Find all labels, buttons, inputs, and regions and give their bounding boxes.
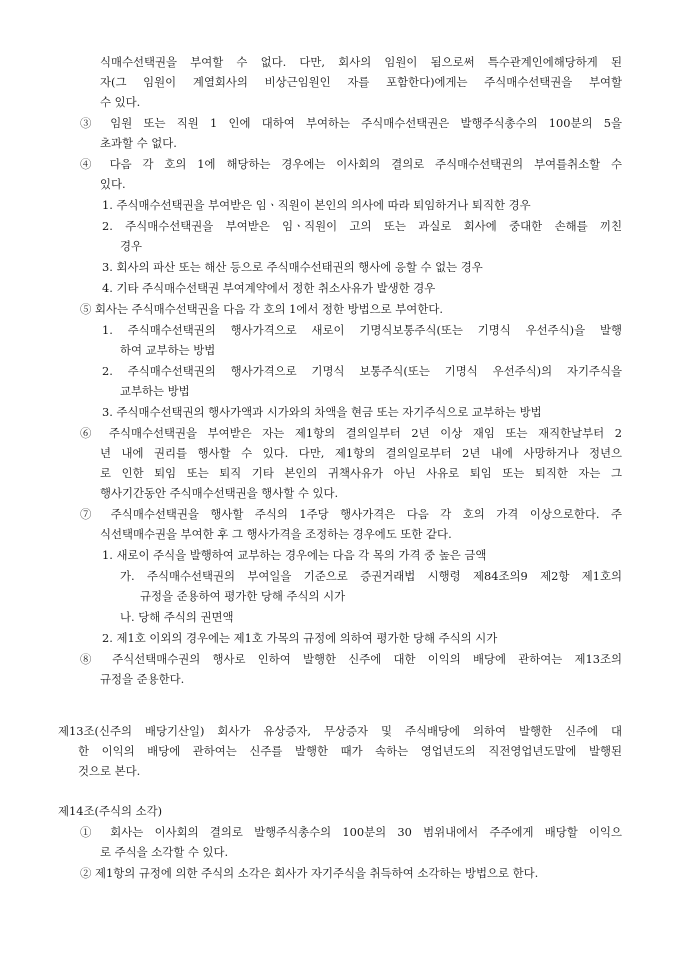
- list-item-continuation: 교부하는 방법: [120, 384, 190, 398]
- article-13-title-line: 제13조(신주의 배당기산일) 회사가 유상증자, 무상증자 및 주식배당에 의하여 발행한 신주에 대: [58, 724, 622, 738]
- article-14-clause-line: 로 주식을 소각할 수 있다.: [100, 845, 229, 859]
- clause-8-line: 규정을 준용한다.: [100, 672, 185, 686]
- list-item: 4. 기타 주식매수선택권 부여계약에서 정한 취소사유가 발생한 경우: [102, 281, 436, 295]
- sub-list-item: 나. 당해 주식의 권면액: [120, 610, 234, 624]
- article-14-title: 제14조(주식의 소각): [58, 804, 163, 818]
- clause-3-line: ③ 임원 또는 직원 1 인에 대하여 부여하는 주식매수선택권은 발행주식총수의 100분의 5을: [80, 116, 622, 130]
- clause-7-line: ⑦ 주식매수선택권을 행사할 주식의 1주당 행사가격은 다음 각 호의 가격 이상으로한다. 주: [80, 507, 622, 521]
- sub-list-item: 가. 주식매수선택권의 부여일을 기준으로 증권거래법 시행령 제84조의9 제2항 제1호의: [120, 569, 622, 583]
- clause-6-line: 로 인한 퇴임 또는 퇴직 기타 본인의 귀책사유가 아닌 사유로 퇴임 또는 퇴직한 자는 그: [100, 466, 622, 480]
- list-item-continuation: 경우: [120, 239, 143, 253]
- clause-5-line: ⑤ 회사는 주식매수선택권을 다음 각 호의 1에서 정한 방법으로 부여한다.: [80, 302, 443, 316]
- article-text-line: 자(그 임원이 계열회사의 비상근임원인 자를 포함한다)에게는 주식매수선택권을 부여할: [100, 75, 622, 89]
- article-13-line: 한 이익의 배당에 관하여는 신주를 발행한 때가 속하는 영업년도의 직전영업년도말에 발행된: [78, 744, 622, 758]
- sub-list-item-continuation: 규정을 준용하여 평가한 당해 주식의 시가: [140, 589, 346, 603]
- article-text-line: 수 있다.: [100, 95, 141, 109]
- article-14-clause-line: ① 회사는 이사회의 결의로 발행주식총수의 100분의 30 범위내에서 주주에게 배당할 이익으: [80, 825, 622, 839]
- list-item: 2. 주식매수선택권을 부여받은 임ㆍ직원이 고의 또는 과실로 회사에 중대한 손해를 끼친: [102, 219, 622, 233]
- clause-4-line: 있다.: [100, 177, 126, 191]
- list-item: 1. 주식매수선택권의 행사가격으로 새로이 기명식보통주식(또는 기명식 우선주식)을 발행: [102, 323, 622, 337]
- list-item: 3. 회사의 파산 또는 해산 등으로 주식매수선태권의 행사에 응할 수 없는 경우: [102, 260, 483, 274]
- clause-3-line: 초과할 수 없다.: [100, 136, 177, 150]
- list-item-continuation: 하여 교부하는 방법: [120, 343, 216, 357]
- list-item: 1. 주식매수선택권을 부여받은 임ㆍ직원이 본인의 의사에 따라 퇴임하거나 퇴직한 경우: [102, 198, 531, 212]
- clause-6-line: 행사기간동안 주식매수선택권을 행사할 수 있다.: [100, 486, 339, 500]
- list-item: 2. 제1호 이외의 경우에는 제1호 가목의 규정에 의하여 평가한 당해 주식의 시가: [102, 631, 498, 645]
- list-item: 2. 주식매수선택권의 행사가격으로 기명식 보통주식(또는 기명식 우선주식)의 자기주식을: [102, 364, 622, 378]
- article-14-clause-line: ② 제1항의 규정에 의한 주식의 소각은 회사가 자기주식을 취득하여 소각하는 방법으로 한다.: [80, 866, 539, 880]
- list-item: 1. 새로이 주식을 발행하여 교부하는 경우에는 다음 각 목의 가격 중 높은 금액: [102, 548, 487, 562]
- article-text-line: 식매수선택권을 부여할 수 없다. 다만, 회사의 임원이 됨으로써 특수관계인에해당하게 된: [100, 55, 622, 69]
- clause-8-line: ⑧ 주식선택매수권의 행사로 인하여 발행한 신주에 대한 이익의 배당에 관하여는 제13조의: [80, 652, 622, 666]
- clause-6-line: 년 내에 권리를 행사할 수 있다. 다만, 제1항의 결의일로부터 2년 내에 사망하거나 정년으: [100, 446, 622, 460]
- clause-7-line: 식선택매수권을 부여한 후 그 행사가격을 조정하는 경우에도 또한 같다.: [100, 527, 452, 541]
- article-13-line: 것으로 본다.: [78, 764, 141, 778]
- clause-4-line: ④ 다음 각 호의 1에 해당하는 경우에는 이사회의 결의로 주식매수선택권의 부여를취소할 수: [80, 157, 622, 171]
- list-item: 3. 주식매수선택권의 행사가액과 시가와의 차액을 현금 또는 자기주식으로 교부하는 방법: [102, 405, 542, 419]
- clause-6-line: ⑥ 주식매수선택권을 부여받은 자는 제1항의 결의일부터 2년 이상 재임 또는 재직한날부터 2: [80, 426, 622, 440]
